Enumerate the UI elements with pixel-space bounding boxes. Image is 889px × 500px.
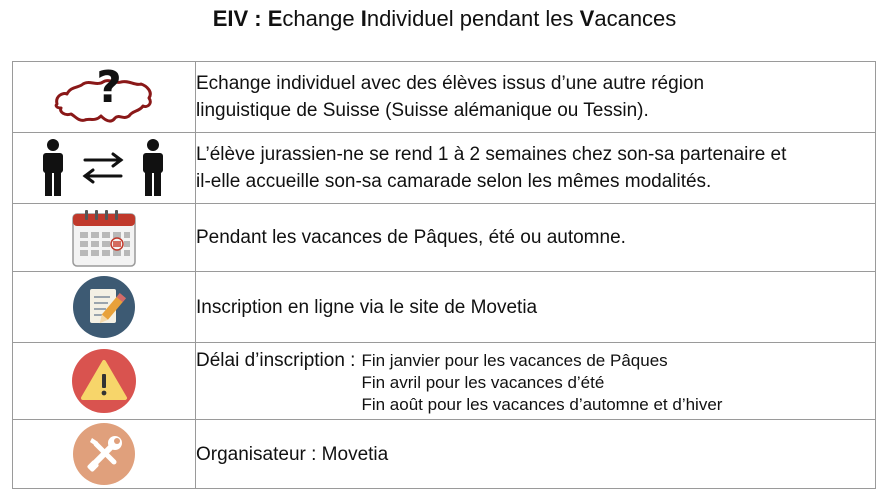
row-text [196,204,876,272]
title-part: I [360,6,367,31]
table-row [13,272,876,343]
row-text [196,343,876,420]
title-part: EIV [212,6,249,31]
tools-icon [72,422,136,486]
title-part: V [579,6,595,31]
row-text [196,272,876,343]
row-line: Inscription en ligne via le site de Movetia [196,296,538,318]
title-part: E [267,6,283,31]
row-line: il-elle accueille son-sa camarade selon les mêmes modalités. [196,171,712,192]
row-line: Echange individuel avec des élèves issus d’une autre région [196,73,705,94]
row-text [196,62,876,133]
table-row [13,420,876,489]
svg-text:?: ? [96,64,122,113]
title-part: : [248,6,268,31]
deadline-label: Délai d’inscription : [196,349,356,371]
switzerland-question-icon [49,64,159,130]
deadline-block [196,347,875,416]
row-line: L’élève jurassien-ne se rend 1 à 2 semaines chez son-sa partenaire et [196,144,787,165]
deadline-item: Fin avril pour les vacances d’été [361,372,605,392]
form-pencil-icon [72,275,136,339]
title-part: acances [594,6,677,31]
icon-cell [13,133,196,204]
row-text [196,420,876,489]
icon-cell [13,343,196,420]
deadline-item: Fin août pour les vacances d’automne et d’hiver [361,394,723,414]
icon-cell [13,420,196,489]
row-line: Organisateur : Movetia [196,443,389,465]
icon-cell [13,62,196,133]
title-part: ndividuel pendant les [366,6,580,31]
page-title [0,4,889,34]
deadline-item: Fin janvier pour les vacances de Pâques [361,350,668,370]
calendar-icon [71,208,137,268]
table-row [13,133,876,204]
table-row [13,343,876,420]
person-exchange-icon [41,138,167,198]
deadline-list [361,347,722,416]
row-text [196,133,876,204]
info-table [12,61,876,489]
table-row [13,204,876,272]
title-part: change [282,6,361,31]
table-row [13,62,876,133]
row-line: Pendant les vacances de Pâques, été ou automne. [196,227,626,248]
row-line: linguistique de Suisse (Suisse alémanique ou Tessin). [196,100,649,121]
warning-icon [71,348,137,414]
icon-cell [13,204,196,272]
icon-cell [13,272,196,343]
